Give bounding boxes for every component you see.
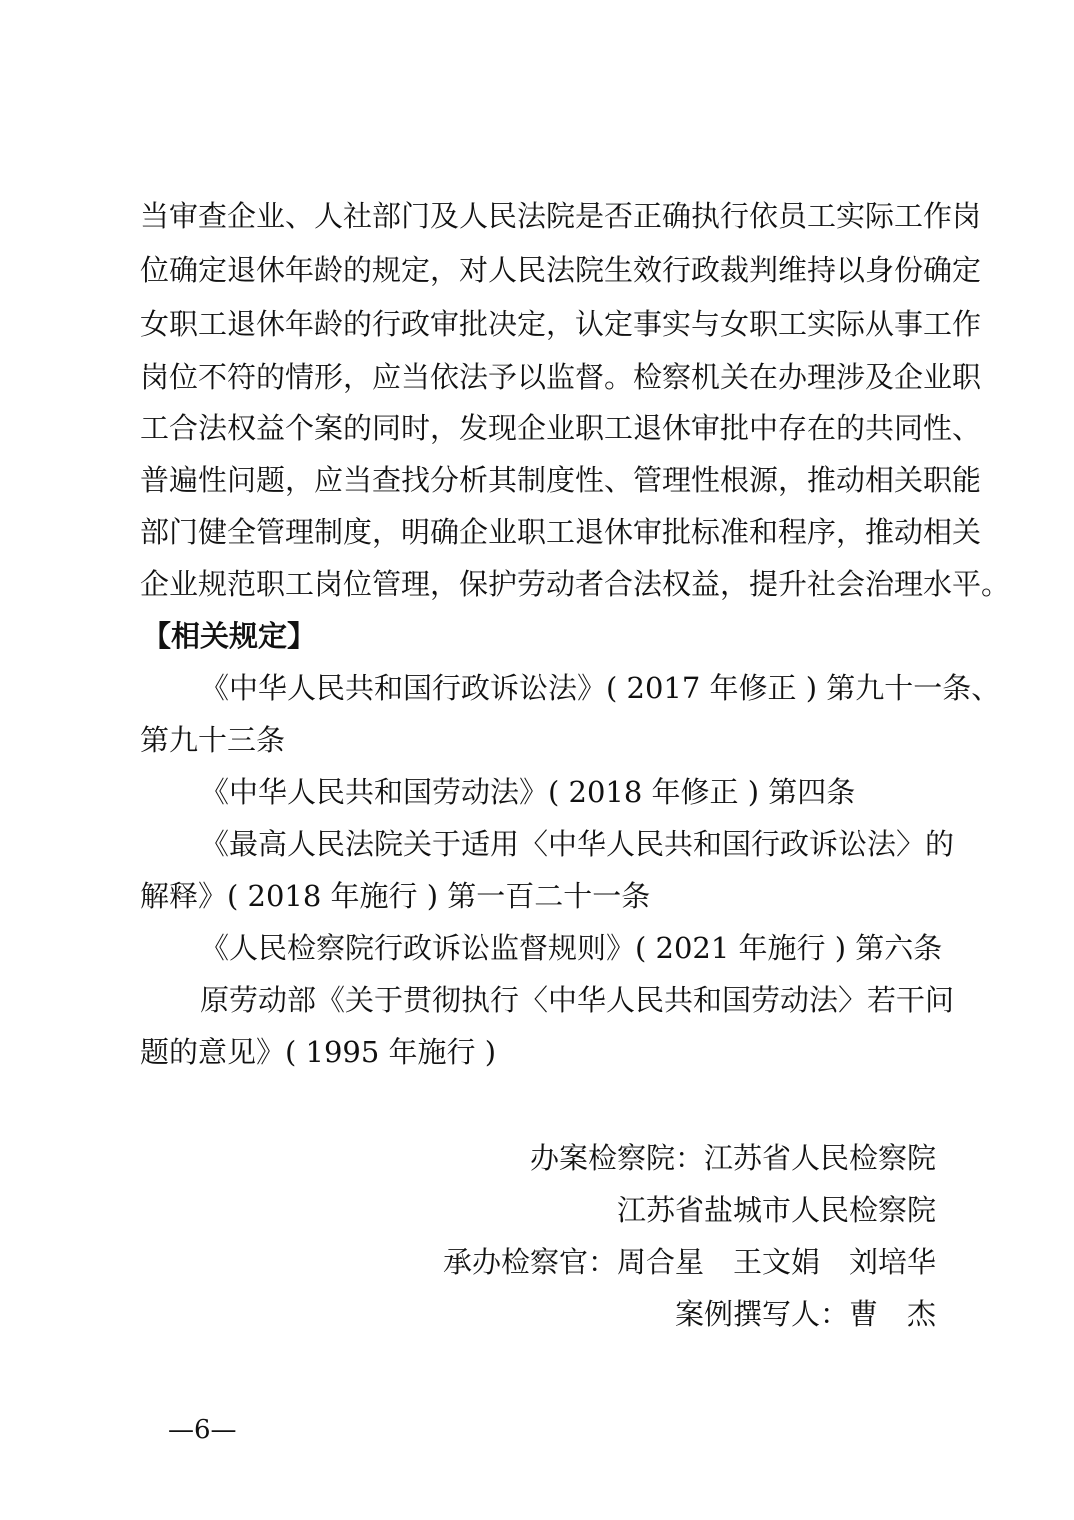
regulation-1-line-1: 《中华人民共和国行政诉讼法》( 2017 年修正 ) 第九十一条、: [200, 671, 1001, 705]
regulation-3-line-2: 解释》( 2018 年施行 ) 第一百二十一条: [140, 879, 651, 913]
procuratorate-line-2: 江苏省盐城市人民检察院: [616, 1193, 936, 1227]
body-line: 企业规范职工岗位管理，保护劳动者合法权益，提升社会治理水平。: [140, 567, 1011, 601]
body-line: 工合法权益个案的同时，发现企业职工退休审批中存在的共同性、: [140, 411, 982, 445]
body-line: 部门健全管理制度，明确企业职工退休审批标准和程序，推动相关: [140, 515, 982, 549]
prosecutors-line: 承办检察官：周合星 王文娟 刘培华: [442, 1245, 936, 1279]
body-line: 女职工退休年龄的行政审批决定，认定事实与女职工实际从事工作: [140, 307, 982, 341]
body-line: 位确定退休年龄的规定，对人民法院生效行政裁判维持以身份确定: [140, 253, 982, 287]
regulation-4: 《人民检察院行政诉讼监督规则》( 2021 年施行 ) 第六条: [200, 931, 943, 965]
procuratorate-line-1: 办案检察院：江苏省人民检察院: [529, 1141, 936, 1175]
regulation-5-line-1: 原劳动部《关于贯彻执行〈中华人民共和国劳动法〉若干问: [200, 983, 955, 1017]
regulation-2: 《中华人民共和国劳动法》( 2018 年修正 ) 第四条: [200, 775, 856, 809]
regulation-5-line-2: 题的意见》( 1995 年施行 ): [140, 1035, 497, 1069]
writer-line: 案例撰写人：曹 杰: [674, 1297, 936, 1331]
body-line: 当审查企业、人社部门及人民法院是否正确执行依员工实际工作岗: [140, 199, 982, 233]
section-heading: 【相关规定】: [142, 619, 317, 653]
body-line: 岗位不符的情形，应当依法予以监督。检察机关在办理涉及企业职: [140, 360, 982, 394]
page-number: —6—: [168, 1415, 237, 1445]
regulation-3-line-1: 《最高人民法院关于适用〈中华人民共和国行政诉讼法〉的: [200, 827, 955, 861]
body-line: 普遍性问题，应当查找分析其制度性、管理性根源，推动相关职能: [140, 463, 982, 497]
regulation-1-line-2: 第九十三条: [140, 723, 286, 757]
